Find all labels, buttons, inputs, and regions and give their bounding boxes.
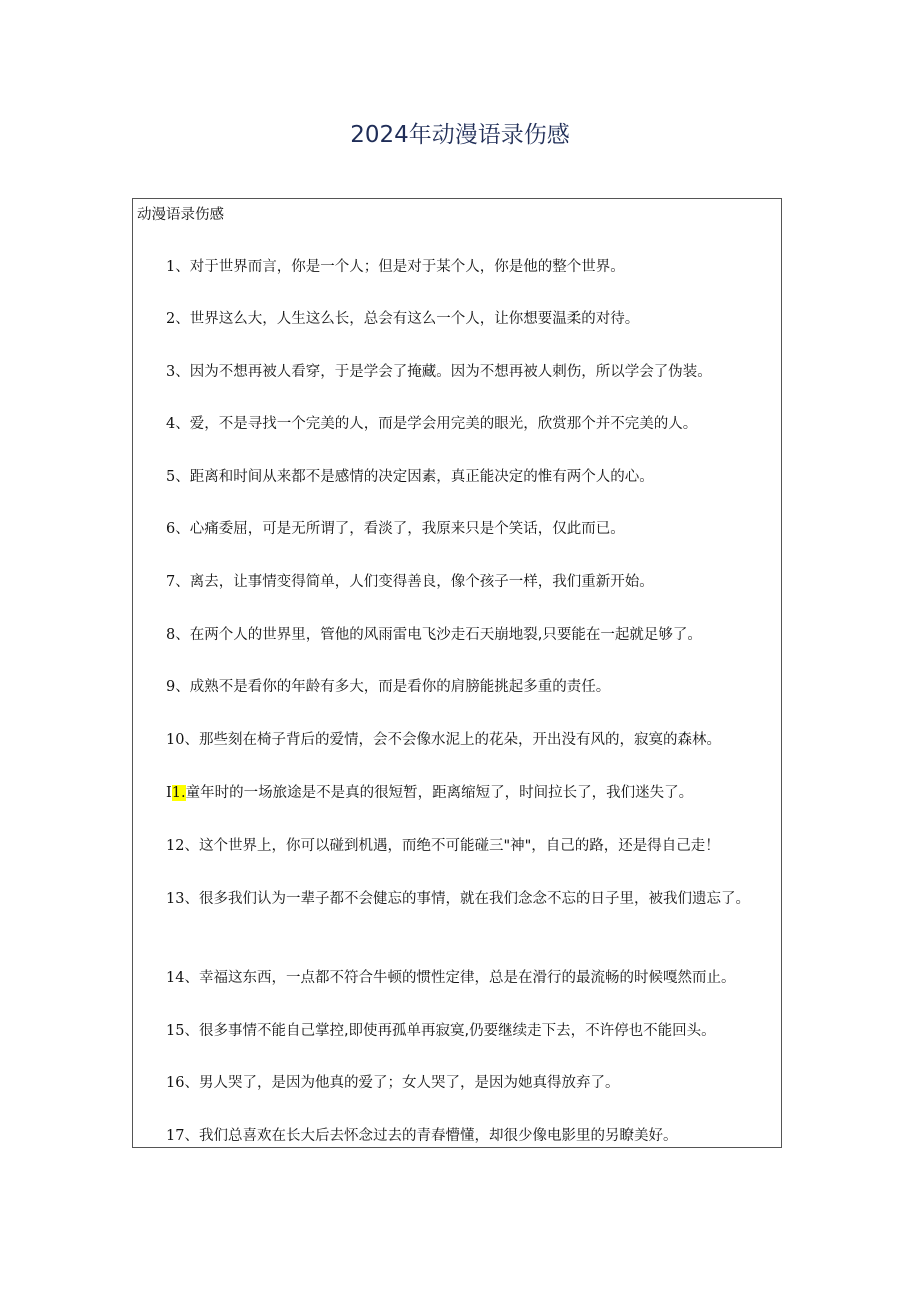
quote-number: 6、 xyxy=(166,521,190,537)
quote-item xyxy=(135,1073,775,1094)
quote-number: 3、 xyxy=(166,364,190,380)
quote-number: 14、 xyxy=(166,970,199,986)
quote-number: 4、 xyxy=(166,416,190,432)
quote-item xyxy=(135,730,775,751)
quote-text: 这个世界上，你可以碰到机遇，而绝不可能碰三"神"，自己的路，还是得自己走！ xyxy=(198,838,720,854)
quote-number: 17、 xyxy=(166,1128,199,1144)
quote-text: 我们总喜欢在长大后去怀念过去的青春懵懂，却很少像电影里的另瞭美好。 xyxy=(198,1128,678,1144)
quote-text: 很多我们认为一辈子都不会健忘的事情，就在我们念念不忘的日子里，被我们遗忘了。 xyxy=(198,891,750,907)
quote-number: 9、 xyxy=(166,679,190,695)
quote-item xyxy=(135,519,775,540)
quote-number: 7、 xyxy=(166,574,190,590)
quote-item xyxy=(135,1021,775,1042)
quote-item xyxy=(135,625,775,646)
quote-item xyxy=(135,677,775,698)
quote-item xyxy=(135,836,775,857)
quote-box xyxy=(132,198,782,1148)
quote-text: 因为不想再被人看穿，于是学会了掩藏。因为不想再被人刺伤，所以学会了伪装。 xyxy=(189,364,712,380)
quote-text: 那些刻在椅子背后的爱情，会不会像水泥上的花朵，开出没有风的，寂寞的森林。 xyxy=(198,732,721,748)
quote-text: 成熟不是看你的年龄有多大，而是看你的肩膀能挑起多重的责任。 xyxy=(189,679,611,695)
box-heading: 动漫语录伤感 xyxy=(137,207,224,223)
quote-number: 16、 xyxy=(166,1075,199,1091)
quote-number: 12、 xyxy=(166,838,199,854)
quote-item xyxy=(135,467,775,488)
quote-text: 对于世界而言，你是一个人；但是对于某个人，你是他的整个世界。 xyxy=(189,259,625,275)
quote-item xyxy=(135,968,775,989)
quote-number: 2、 xyxy=(166,311,190,327)
quote-number: I xyxy=(166,785,172,801)
quote-number: 8、 xyxy=(166,627,190,643)
quote-text: 离去，让事情变得简单，人们变得善良，像个孩子一样，我们重新开始。 xyxy=(189,574,654,590)
quote-item xyxy=(135,257,775,278)
quote-text: 幸福这东西，一点都不符合牛顿的惯性定律，总是在滑行的最流畅的时候嘎然而止。 xyxy=(198,970,736,986)
quote-item xyxy=(135,1126,775,1147)
quote-item xyxy=(135,414,775,435)
quote-text: 爱，不是寻找一个完美的人，而是学会用完美的眼光，欣赏那个并不完美的人。 xyxy=(189,416,698,432)
quote-number: 1、 xyxy=(166,259,190,275)
quote-text: 距离和时间从来都不是感情的决定因素，真正能决定的惟有两个人的心。 xyxy=(189,469,654,485)
quote-text: 童年时的一场旅途是不是真的很短暂，距离缩短了，时间拉长了，我们迷失了。 xyxy=(185,785,694,801)
quote-item xyxy=(135,572,775,593)
quote-number: 13、 xyxy=(166,891,199,907)
quote-number: 15、 xyxy=(166,1023,199,1039)
quote-text: 在两个人的世界里，管他的风雨雷电飞沙走石天崩地裂,只要能在一起就足够了。 xyxy=(189,627,702,643)
quote-text: 心痛委屈，可是无所谓了，看淡了，我原来只是个笑话，仅此而已。 xyxy=(189,521,625,537)
page-title: 2024年动漫语录伤感 xyxy=(350,122,570,148)
quote-item xyxy=(135,889,775,910)
quote-text: 很多事情不能自己掌控,即使再孤单再寂寞,仍要继续走下去，不许停也不能回头。 xyxy=(198,1023,716,1039)
quote-item xyxy=(135,362,775,383)
quote-item xyxy=(135,783,775,804)
quote-number: 10、 xyxy=(166,732,199,748)
highlighted-number: 1. xyxy=(171,785,186,801)
quote-text: 世界这么大，人生这么长，总会有这么一个人，让你想要温柔的对待。 xyxy=(189,311,640,327)
quote-text: 男人哭了，是因为他真的爱了；女人哭了，是因为她真得放弃了。 xyxy=(198,1075,620,1091)
quote-item xyxy=(135,309,775,330)
quote-number: 5、 xyxy=(166,469,190,485)
